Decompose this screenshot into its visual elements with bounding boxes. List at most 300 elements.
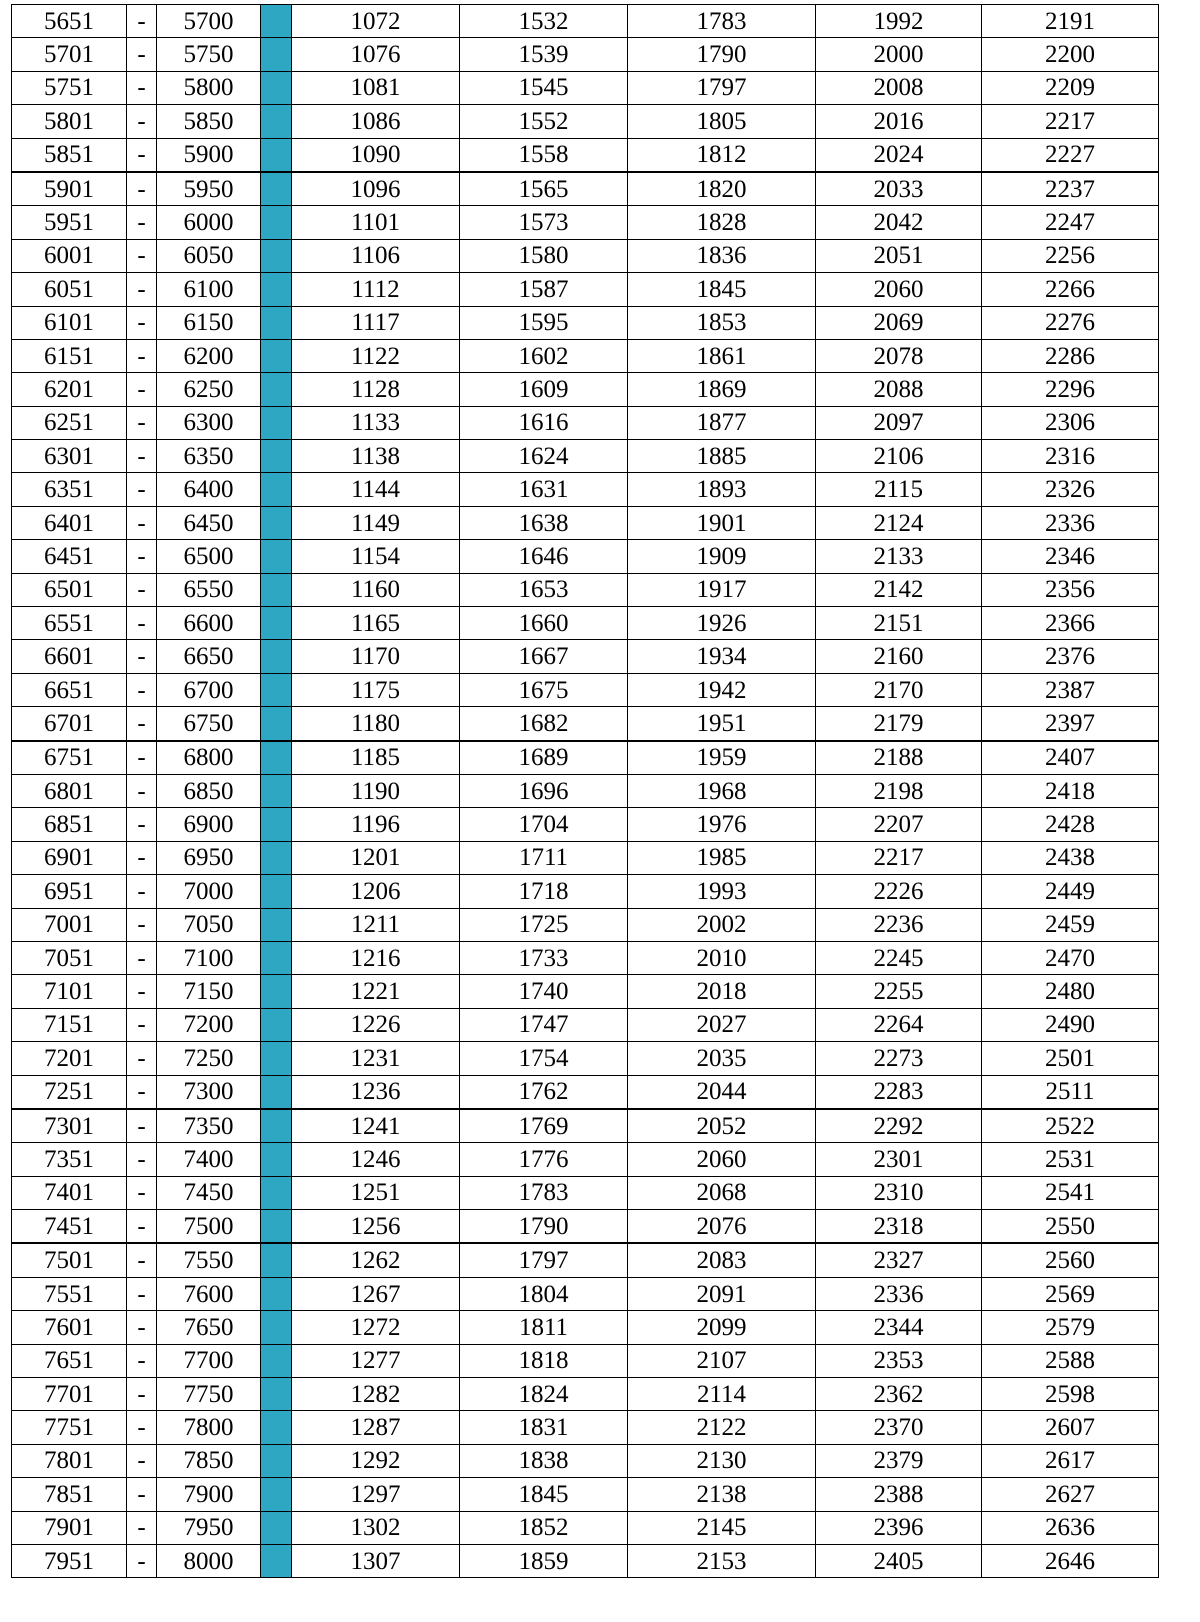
teal-divider-cell <box>261 741 292 775</box>
value-col-3-cell: 1853 <box>628 306 816 339</box>
value-col-4-cell: 2327 <box>816 1243 982 1277</box>
value-col-2-cell: 1624 <box>460 440 628 473</box>
value-col-1-cell: 1122 <box>292 339 460 372</box>
value-col-5-cell: 2490 <box>982 1008 1159 1041</box>
value-col-3-cell: 2114 <box>628 1378 816 1411</box>
value-col-2-cell: 1740 <box>460 975 628 1008</box>
value-col-3-cell: 1951 <box>628 707 816 741</box>
range-dash-cell: - <box>127 273 157 306</box>
teal-divider-cell <box>261 1511 292 1544</box>
value-col-5-cell: 2366 <box>982 607 1159 640</box>
range-to-cell: 6550 <box>157 573 261 606</box>
teal-divider-cell <box>261 1277 292 1310</box>
range-to-cell: 7050 <box>157 908 261 941</box>
range-dash-cell: - <box>127 473 157 506</box>
range-dash-cell: - <box>127 975 157 1008</box>
value-col-3-cell: 1828 <box>628 206 816 239</box>
range-dash-cell: - <box>127 841 157 874</box>
value-col-4-cell: 2236 <box>816 908 982 941</box>
range-to-cell: 5900 <box>157 138 261 172</box>
value-col-5-cell: 2598 <box>982 1378 1159 1411</box>
value-col-3-cell: 1976 <box>628 808 816 841</box>
value-col-4-cell: 2226 <box>816 875 982 908</box>
table-row <box>12 875 1159 908</box>
range-dash-cell: - <box>127 1478 157 1511</box>
range-to-cell: 6350 <box>157 440 261 473</box>
teal-divider-cell <box>261 1243 292 1277</box>
value-col-3-cell: 2099 <box>628 1311 816 1344</box>
range-to-cell: 7950 <box>157 1511 261 1544</box>
teal-divider-cell <box>261 373 292 406</box>
table-row <box>12 1008 1159 1041</box>
range-from-cell: 7551 <box>12 1277 127 1310</box>
value-col-5-cell: 2541 <box>982 1176 1159 1209</box>
range-from-cell: 6301 <box>12 440 127 473</box>
value-col-3-cell: 2083 <box>628 1243 816 1277</box>
value-col-3-cell: 2035 <box>628 1042 816 1075</box>
value-col-4-cell: 2318 <box>816 1210 982 1244</box>
value-col-1-cell: 1216 <box>292 941 460 974</box>
value-col-5-cell: 2296 <box>982 373 1159 406</box>
teal-divider-cell <box>261 138 292 172</box>
range-from-cell: 5951 <box>12 206 127 239</box>
value-col-1-cell: 1149 <box>292 506 460 539</box>
table-row <box>12 71 1159 104</box>
value-col-3-cell: 1926 <box>628 607 816 640</box>
value-col-5-cell: 2227 <box>982 138 1159 172</box>
range-to-cell: 6850 <box>157 774 261 807</box>
table-container <box>11 4 1159 1578</box>
value-col-1-cell: 1241 <box>292 1109 460 1143</box>
value-col-3-cell: 1869 <box>628 373 816 406</box>
table-row <box>12 1544 1159 1577</box>
value-col-4-cell: 2379 <box>816 1444 982 1477</box>
value-col-4-cell: 2151 <box>816 607 982 640</box>
value-col-2-cell: 1539 <box>460 38 628 71</box>
value-col-4-cell: 2245 <box>816 941 982 974</box>
value-col-5-cell: 2237 <box>982 172 1159 206</box>
range-to-cell: 7300 <box>157 1075 261 1109</box>
value-col-3-cell: 1885 <box>628 440 816 473</box>
value-col-5-cell: 2569 <box>982 1277 1159 1310</box>
value-col-1-cell: 1236 <box>292 1075 460 1109</box>
value-col-2-cell: 1824 <box>460 1378 628 1411</box>
table-row <box>12 172 1159 206</box>
value-col-4-cell: 2160 <box>816 640 982 673</box>
value-col-2-cell: 1587 <box>460 273 628 306</box>
range-to-cell: 7850 <box>157 1444 261 1477</box>
range-to-cell: 6450 <box>157 506 261 539</box>
value-col-1-cell: 1175 <box>292 673 460 706</box>
table-row <box>12 607 1159 640</box>
value-col-4-cell: 2396 <box>816 1511 982 1544</box>
value-col-4-cell: 2344 <box>816 1311 982 1344</box>
value-col-3-cell: 2122 <box>628 1411 816 1444</box>
table-row <box>12 1210 1159 1244</box>
teal-divider-cell <box>261 473 292 506</box>
value-col-3-cell: 2145 <box>628 1511 816 1544</box>
table-row <box>12 473 1159 506</box>
value-col-2-cell: 1776 <box>460 1143 628 1176</box>
teal-divider-cell <box>261 540 292 573</box>
range-to-cell: 7100 <box>157 941 261 974</box>
range-from-cell: 6451 <box>12 540 127 573</box>
table-row <box>12 38 1159 71</box>
value-col-3-cell: 1942 <box>628 673 816 706</box>
value-col-4-cell: 2133 <box>816 540 982 573</box>
teal-divider-cell <box>261 640 292 673</box>
range-dash-cell: - <box>127 1411 157 1444</box>
range-from-cell: 7801 <box>12 1444 127 1477</box>
teal-divider-cell <box>261 1075 292 1109</box>
range-from-cell: 7951 <box>12 1544 127 1577</box>
value-col-4-cell: 2115 <box>816 473 982 506</box>
table-row <box>12 1411 1159 1444</box>
value-col-4-cell: 2353 <box>816 1344 982 1377</box>
value-col-3-cell: 2044 <box>628 1075 816 1109</box>
value-col-3-cell: 2130 <box>628 1444 816 1477</box>
table-row <box>12 1311 1159 1344</box>
value-col-5-cell: 2459 <box>982 908 1159 941</box>
value-col-5-cell: 2522 <box>982 1109 1159 1143</box>
value-col-1-cell: 1231 <box>292 1042 460 1075</box>
table-row <box>12 774 1159 807</box>
table-row <box>12 540 1159 573</box>
value-col-4-cell: 2016 <box>816 105 982 138</box>
value-col-2-cell: 1552 <box>460 105 628 138</box>
table-row <box>12 1511 1159 1544</box>
table-row <box>12 941 1159 974</box>
teal-divider-cell <box>261 808 292 841</box>
table-row <box>12 640 1159 673</box>
table-row <box>12 273 1159 306</box>
value-col-4-cell: 2283 <box>816 1075 982 1109</box>
value-col-1-cell: 1081 <box>292 71 460 104</box>
teal-divider-cell <box>261 975 292 1008</box>
value-col-3-cell: 2091 <box>628 1277 816 1310</box>
value-col-2-cell: 1762 <box>460 1075 628 1109</box>
range-to-cell: 6750 <box>157 707 261 741</box>
range-from-cell: 7301 <box>12 1109 127 1143</box>
range-to-cell: 5950 <box>157 172 261 206</box>
range-dash-cell: - <box>127 306 157 339</box>
value-col-5-cell: 2531 <box>982 1143 1159 1176</box>
value-col-1-cell: 1201 <box>292 841 460 874</box>
range-dash-cell: - <box>127 1075 157 1109</box>
teal-divider-cell <box>261 1544 292 1577</box>
range-from-cell: 6551 <box>12 607 127 640</box>
range-from-cell: 6001 <box>12 239 127 272</box>
value-col-3-cell: 2052 <box>628 1109 816 1143</box>
range-from-cell: 6351 <box>12 473 127 506</box>
value-col-1-cell: 1196 <box>292 808 460 841</box>
range-from-cell: 6851 <box>12 808 127 841</box>
teal-divider-cell <box>261 1042 292 1075</box>
range-dash-cell: - <box>127 1511 157 1544</box>
table-row <box>12 306 1159 339</box>
range-from-cell: 7451 <box>12 1210 127 1244</box>
table-row <box>12 1378 1159 1411</box>
value-col-3-cell: 1812 <box>628 138 816 172</box>
range-from-cell: 7401 <box>12 1176 127 1209</box>
range-dash-cell: - <box>127 607 157 640</box>
value-col-5-cell: 2346 <box>982 540 1159 573</box>
value-col-5-cell: 2247 <box>982 206 1159 239</box>
value-col-4-cell: 2217 <box>816 841 982 874</box>
range-dash-cell: - <box>127 1008 157 1041</box>
value-col-2-cell: 1818 <box>460 1344 628 1377</box>
range-from-cell: 6151 <box>12 339 127 372</box>
value-col-1-cell: 1211 <box>292 908 460 941</box>
value-col-2-cell: 1653 <box>460 573 628 606</box>
value-col-3-cell: 1968 <box>628 774 816 807</box>
value-col-2-cell: 1845 <box>460 1478 628 1511</box>
teal-divider-cell <box>261 172 292 206</box>
range-from-cell: 6901 <box>12 841 127 874</box>
value-col-1-cell: 1272 <box>292 1311 460 1344</box>
teal-divider-cell <box>261 1109 292 1143</box>
value-col-5-cell: 2376 <box>982 640 1159 673</box>
teal-divider-cell <box>261 339 292 372</box>
value-col-2-cell: 1573 <box>460 206 628 239</box>
value-col-3-cell: 1790 <box>628 38 816 71</box>
value-col-2-cell: 1660 <box>460 607 628 640</box>
range-from-cell: 7601 <box>12 1311 127 1344</box>
table-row <box>12 1075 1159 1109</box>
table-row <box>12 239 1159 272</box>
range-from-cell: 6651 <box>12 673 127 706</box>
value-col-1-cell: 1160 <box>292 573 460 606</box>
value-col-2-cell: 1790 <box>460 1210 628 1244</box>
teal-divider-cell <box>261 506 292 539</box>
value-col-4-cell: 2170 <box>816 673 982 706</box>
teal-divider-cell <box>261 71 292 104</box>
table-row <box>12 339 1159 372</box>
table-row <box>12 808 1159 841</box>
value-col-3-cell: 2068 <box>628 1176 816 1209</box>
range-to-cell: 5700 <box>157 5 261 38</box>
range-dash-cell: - <box>127 1243 157 1277</box>
value-col-3-cell: 1985 <box>628 841 816 874</box>
teal-divider-cell <box>261 406 292 439</box>
range-from-cell: 6801 <box>12 774 127 807</box>
value-col-3-cell: 2018 <box>628 975 816 1008</box>
value-col-2-cell: 1696 <box>460 774 628 807</box>
value-col-1-cell: 1302 <box>292 1511 460 1544</box>
teal-divider-cell <box>261 1411 292 1444</box>
teal-divider-cell <box>261 573 292 606</box>
range-dash-cell: - <box>127 239 157 272</box>
range-dash-cell: - <box>127 373 157 406</box>
value-col-4-cell: 2179 <box>816 707 982 741</box>
value-col-1-cell: 1221 <box>292 975 460 1008</box>
range-dash-cell: - <box>127 506 157 539</box>
value-col-4-cell: 2008 <box>816 71 982 104</box>
value-col-1-cell: 1072 <box>292 5 460 38</box>
range-from-cell: 7251 <box>12 1075 127 1109</box>
range-to-cell: 6100 <box>157 273 261 306</box>
teal-divider-cell <box>261 239 292 272</box>
range-to-cell: 5750 <box>157 38 261 71</box>
value-col-4-cell: 2310 <box>816 1176 982 1209</box>
table-row <box>12 673 1159 706</box>
range-dash-cell: - <box>127 1277 157 1310</box>
value-col-3-cell: 2010 <box>628 941 816 974</box>
teal-divider-cell <box>261 1444 292 1477</box>
value-col-1-cell: 1190 <box>292 774 460 807</box>
range-from-cell: 7651 <box>12 1344 127 1377</box>
range-to-cell: 6300 <box>157 406 261 439</box>
value-col-1-cell: 1165 <box>292 607 460 640</box>
table-row <box>12 841 1159 874</box>
range-dash-cell: - <box>127 875 157 908</box>
value-col-1-cell: 1106 <box>292 239 460 272</box>
table-row <box>12 1176 1159 1209</box>
value-col-1-cell: 1282 <box>292 1378 460 1411</box>
value-col-5-cell: 2636 <box>982 1511 1159 1544</box>
value-col-4-cell: 2024 <box>816 138 982 172</box>
range-dash-cell: - <box>127 1176 157 1209</box>
range-to-cell: 7200 <box>157 1008 261 1041</box>
range-from-cell: 5801 <box>12 105 127 138</box>
value-col-2-cell: 1532 <box>460 5 628 38</box>
range-to-cell: 6600 <box>157 607 261 640</box>
value-col-2-cell: 1747 <box>460 1008 628 1041</box>
range-to-cell: 6950 <box>157 841 261 874</box>
range-to-cell: 6050 <box>157 239 261 272</box>
range-dash-cell: - <box>127 440 157 473</box>
value-col-2-cell: 1838 <box>460 1444 628 1477</box>
value-col-4-cell: 2033 <box>816 172 982 206</box>
value-col-1-cell: 1297 <box>292 1478 460 1511</box>
range-from-cell: 6101 <box>12 306 127 339</box>
value-col-5-cell: 2407 <box>982 741 1159 775</box>
range-from-cell: 7051 <box>12 941 127 974</box>
value-col-4-cell: 2264 <box>816 1008 982 1041</box>
value-col-5-cell: 2550 <box>982 1210 1159 1244</box>
value-col-2-cell: 1616 <box>460 406 628 439</box>
range-to-cell: 5800 <box>157 71 261 104</box>
value-col-5-cell: 2209 <box>982 71 1159 104</box>
value-col-1-cell: 1206 <box>292 875 460 908</box>
value-col-1-cell: 1256 <box>292 1210 460 1244</box>
range-to-cell: 7350 <box>157 1109 261 1143</box>
range-to-cell: 7550 <box>157 1243 261 1277</box>
teal-divider-cell <box>261 1478 292 1511</box>
teal-divider-cell <box>261 440 292 473</box>
table-row <box>12 1444 1159 1477</box>
range-to-cell: 6700 <box>157 673 261 706</box>
value-col-5-cell: 2501 <box>982 1042 1159 1075</box>
table-row <box>12 1277 1159 1310</box>
table-row <box>12 573 1159 606</box>
range-from-cell: 6601 <box>12 640 127 673</box>
range-dash-cell: - <box>127 38 157 71</box>
value-col-4-cell: 2060 <box>816 273 982 306</box>
value-col-1-cell: 1180 <box>292 707 460 741</box>
range-dash-cell: - <box>127 1378 157 1411</box>
range-dash-cell: - <box>127 1311 157 1344</box>
teal-divider-cell <box>261 1008 292 1041</box>
value-col-3-cell: 2027 <box>628 1008 816 1041</box>
value-col-4-cell: 2405 <box>816 1544 982 1577</box>
value-col-5-cell: 2387 <box>982 673 1159 706</box>
value-col-3-cell: 1934 <box>628 640 816 673</box>
value-col-2-cell: 1711 <box>460 841 628 874</box>
range-from-cell: 7851 <box>12 1478 127 1511</box>
table-row <box>12 975 1159 1008</box>
range-from-cell: 6051 <box>12 273 127 306</box>
teal-divider-cell <box>261 273 292 306</box>
value-col-2-cell: 1682 <box>460 707 628 741</box>
income-bracket-table <box>11 4 1159 1578</box>
value-col-1-cell: 1251 <box>292 1176 460 1209</box>
range-to-cell: 6200 <box>157 339 261 372</box>
teal-divider-cell <box>261 941 292 974</box>
range-dash-cell: - <box>127 5 157 38</box>
value-col-2-cell: 1811 <box>460 1311 628 1344</box>
table-row <box>12 373 1159 406</box>
value-col-3-cell: 2107 <box>628 1344 816 1377</box>
table-row <box>12 1042 1159 1075</box>
value-col-1-cell: 1307 <box>292 1544 460 1577</box>
value-col-5-cell: 2560 <box>982 1243 1159 1277</box>
value-col-2-cell: 1704 <box>460 808 628 841</box>
range-to-cell: 6650 <box>157 640 261 673</box>
range-dash-cell: - <box>127 339 157 372</box>
value-col-1-cell: 1144 <box>292 473 460 506</box>
range-dash-cell: - <box>127 1210 157 1244</box>
range-from-cell: 7751 <box>12 1411 127 1444</box>
value-col-3-cell: 1993 <box>628 875 816 908</box>
value-col-4-cell: 2051 <box>816 239 982 272</box>
table-row <box>12 707 1159 741</box>
teal-divider-cell <box>261 774 292 807</box>
teal-divider-cell <box>261 5 292 38</box>
value-col-2-cell: 1852 <box>460 1511 628 1544</box>
table-row <box>12 1344 1159 1377</box>
range-to-cell: 6000 <box>157 206 261 239</box>
teal-divider-cell <box>261 1210 292 1244</box>
value-col-2-cell: 1638 <box>460 506 628 539</box>
range-dash-cell: - <box>127 71 157 104</box>
range-dash-cell: - <box>127 206 157 239</box>
value-col-2-cell: 1609 <box>460 373 628 406</box>
value-col-5-cell: 2627 <box>982 1478 1159 1511</box>
value-col-3-cell: 1836 <box>628 239 816 272</box>
table-row <box>12 1478 1159 1511</box>
value-col-2-cell: 1602 <box>460 339 628 372</box>
value-col-5-cell: 2276 <box>982 306 1159 339</box>
value-col-1-cell: 1096 <box>292 172 460 206</box>
value-col-1-cell: 1128 <box>292 373 460 406</box>
value-col-1-cell: 1101 <box>292 206 460 239</box>
teal-divider-cell <box>261 105 292 138</box>
table-row <box>12 1243 1159 1277</box>
range-from-cell: 7501 <box>12 1243 127 1277</box>
value-col-2-cell: 1646 <box>460 540 628 573</box>
range-dash-cell: - <box>127 1544 157 1577</box>
range-dash-cell: - <box>127 172 157 206</box>
range-to-cell: 6500 <box>157 540 261 573</box>
value-col-5-cell: 2511 <box>982 1075 1159 1109</box>
teal-divider-cell <box>261 1344 292 1377</box>
range-from-cell: 6751 <box>12 741 127 775</box>
teal-divider-cell <box>261 306 292 339</box>
value-col-4-cell: 2292 <box>816 1109 982 1143</box>
range-dash-cell: - <box>127 1344 157 1377</box>
value-col-4-cell: 2088 <box>816 373 982 406</box>
